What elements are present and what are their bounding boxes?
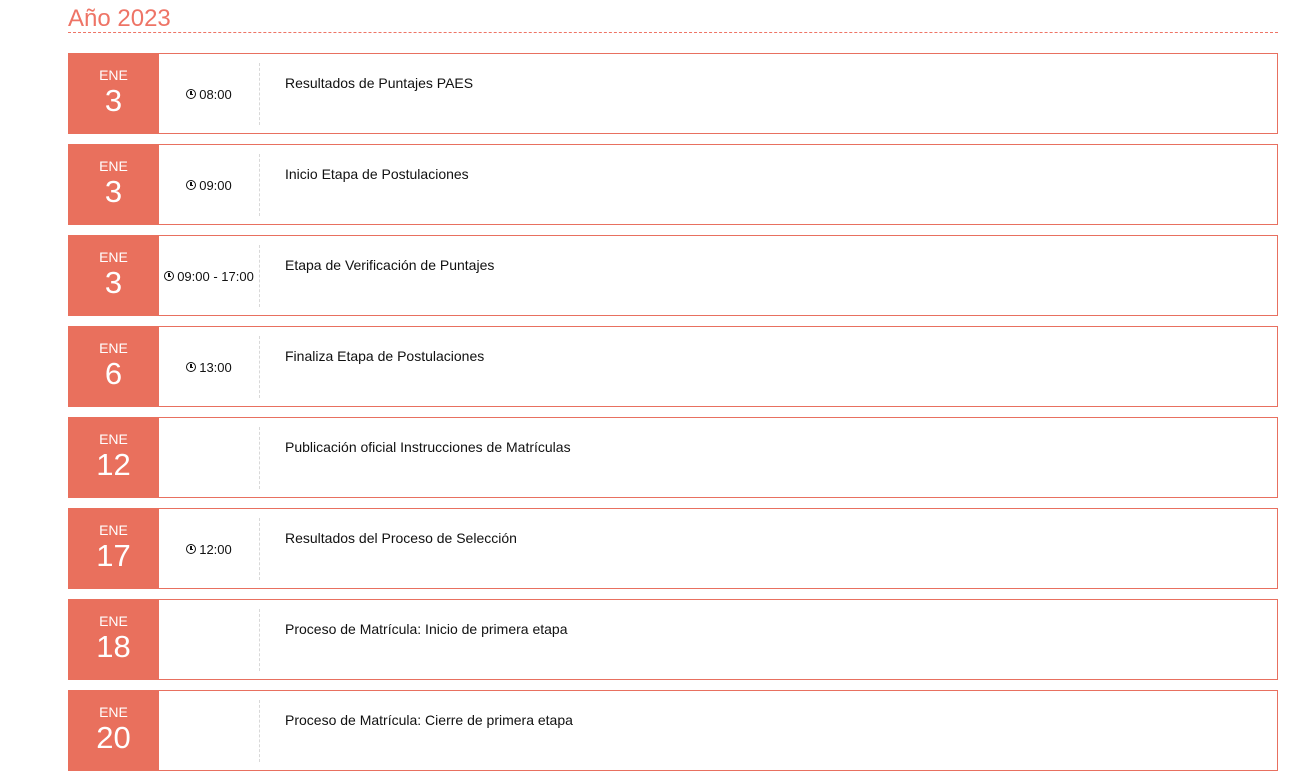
year-divider <box>68 32 1278 33</box>
date-badge <box>68 144 159 225</box>
event-title: Resultados del Proceso de Selección <box>285 530 517 546</box>
event-time-cell <box>159 518 260 580</box>
event-time: 08:00 <box>199 86 232 102</box>
event-month: ENE <box>99 431 128 447</box>
event-title: Etapa de Verificación de Puntajes <box>285 257 495 273</box>
event-time: 09:00 - 17:00 <box>177 268 254 284</box>
event-day: 20 <box>96 720 131 755</box>
event-item[interactable] <box>68 53 1278 134</box>
date-badge <box>68 417 159 498</box>
event-day: 12 <box>96 447 131 482</box>
event-month: ENE <box>99 522 128 538</box>
clock-icon <box>164 271 174 281</box>
event-title: Resultados de Puntajes PAES <box>285 75 474 91</box>
event-month: ENE <box>99 158 128 174</box>
event-time: 09:00 <box>199 177 232 193</box>
event-time-cell <box>159 63 260 125</box>
event-time-cell <box>159 427 260 489</box>
event-month: ENE <box>99 340 128 356</box>
event-month: ENE <box>99 704 128 720</box>
event-month: ENE <box>99 67 128 83</box>
event-time: 12:00 <box>199 541 232 557</box>
date-badge <box>68 599 159 680</box>
date-badge <box>68 690 159 771</box>
event-title: Proceso de Matrícula: Inicio de primera etapa <box>285 621 568 637</box>
clock-icon <box>186 544 196 554</box>
event-title: Finaliza Etapa de Postulaciones <box>285 348 485 364</box>
event-time-cell <box>159 245 260 307</box>
clock-icon <box>186 180 196 190</box>
date-badge <box>68 508 159 589</box>
event-item[interactable] <box>68 508 1278 589</box>
event-item[interactable] <box>68 690 1278 771</box>
event-time-cell <box>159 700 260 762</box>
event-item[interactable] <box>68 144 1278 225</box>
event-title: Publicación oficial Instrucciones de Matrículas <box>285 439 571 455</box>
event-day: 6 <box>104 356 123 391</box>
event-item[interactable] <box>68 326 1278 407</box>
event-month: ENE <box>99 249 128 265</box>
date-badge <box>68 326 159 407</box>
event-item[interactable] <box>68 599 1278 680</box>
event-month: ENE <box>99 613 128 629</box>
year-title: Año 2023 <box>68 5 171 32</box>
event-day: 17 <box>96 538 131 573</box>
date-badge <box>68 235 159 316</box>
event-item[interactable] <box>68 235 1278 316</box>
event-title: Inicio Etapa de Postulaciones <box>285 166 469 182</box>
event-time: 13:00 <box>199 359 232 375</box>
clock-icon <box>186 362 196 372</box>
date-badge <box>68 53 159 134</box>
event-title: Proceso de Matrícula: Cierre de primera etapa <box>285 712 573 728</box>
event-day: 3 <box>104 265 123 300</box>
event-day: 3 <box>104 174 123 209</box>
clock-icon <box>186 89 196 99</box>
event-time-cell <box>159 609 260 671</box>
event-list <box>68 53 1278 781</box>
event-time-cell <box>159 154 260 216</box>
event-time-cell <box>159 336 260 398</box>
event-item[interactable] <box>68 417 1278 498</box>
event-day: 3 <box>104 83 123 118</box>
event-day: 18 <box>96 629 131 664</box>
